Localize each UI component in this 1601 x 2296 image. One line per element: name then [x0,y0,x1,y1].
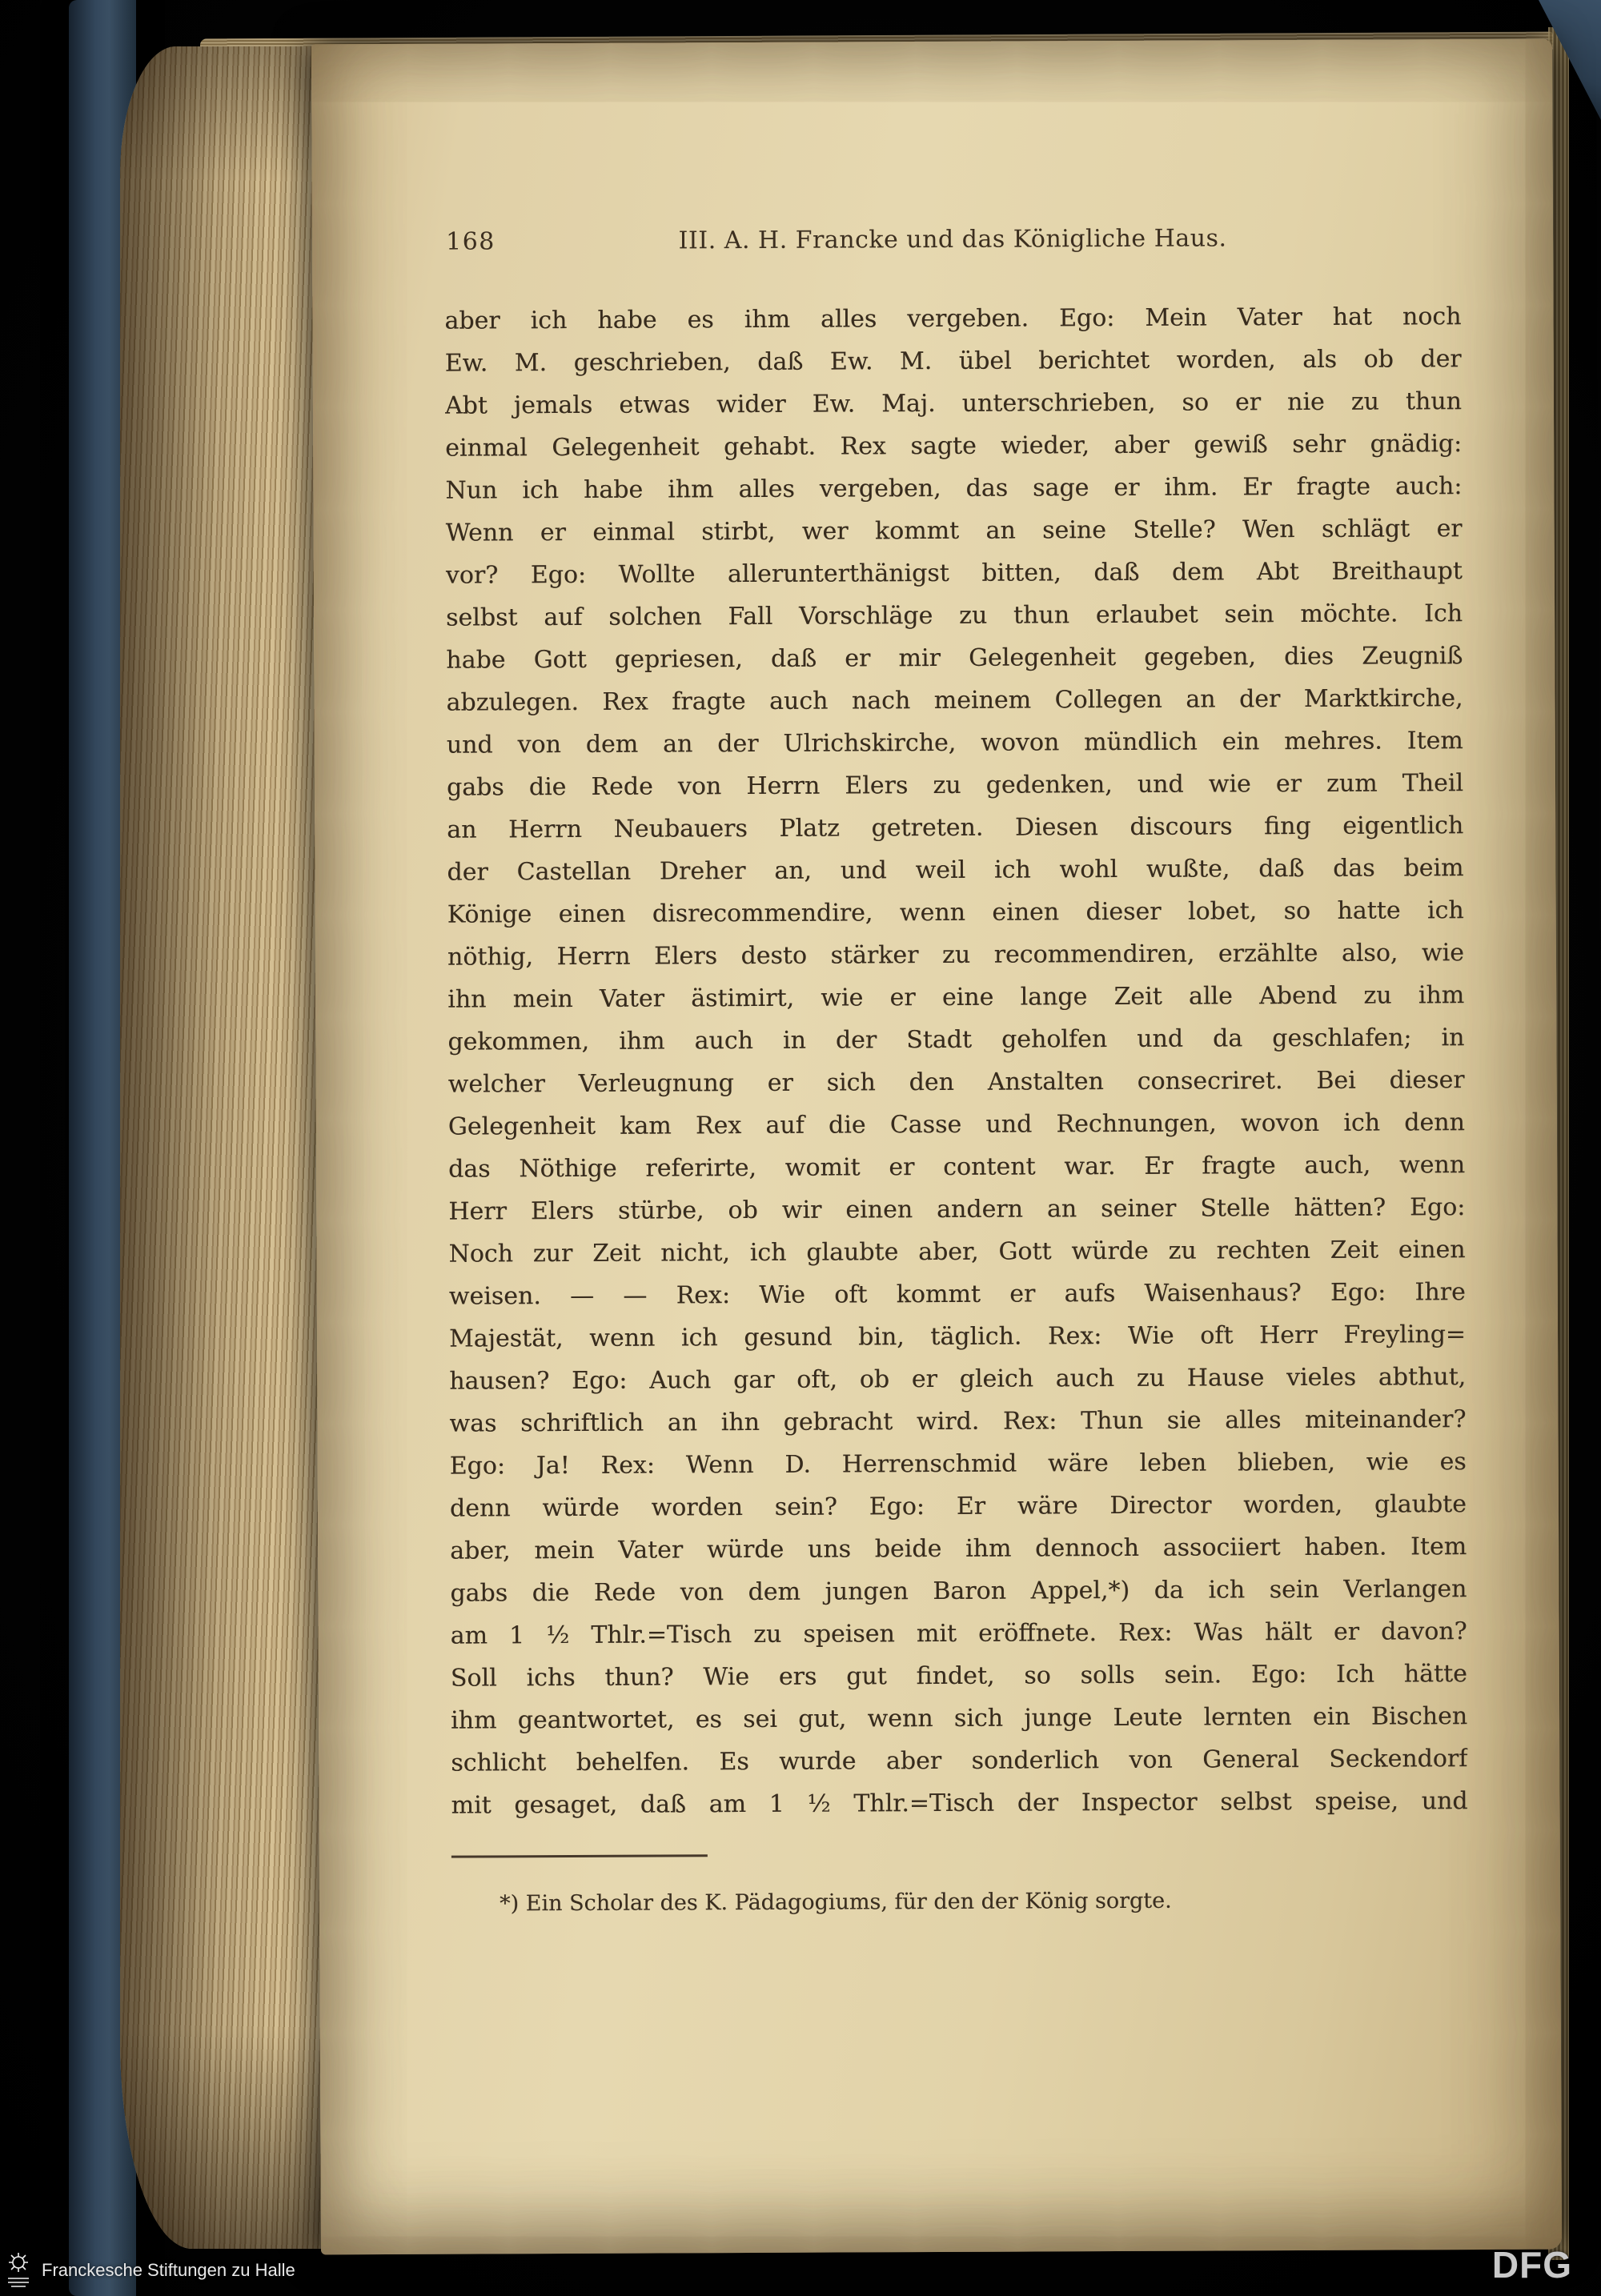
text-line: und von dem an der Ulrichskirche, wovon mündlich ein mehres. Item [446,727,1463,759]
page-number: 168 [445,227,496,256]
text-line: aber, mein Vater würde uns beide ihm dennoch associiert haben. Item [450,1533,1467,1565]
dfg-logo-text: DFG [1491,2244,1572,2286]
body-text [444,295,1467,1827]
text-line: schlicht behelfen. Es wurde aber sonderlich von General Seckendorf [451,1745,1468,1777]
footnote: *) Ein Scholar des K. Pädagogiums, für den der König sorgte. [500,1888,1172,1917]
text-line: Abt jemals etwas wider Ew. Maj. unterschrieben, so er nie zu thun [444,387,1463,420]
archive-watermark-label: Franckesche Stiftungen zu Halle [42,2260,295,2280]
text-line: ihm geantwortet, es sei gut, wenn sich junge Leute lernten ein Bischen [451,1702,1468,1735]
text-line: was schriftlich an ihn gebracht wird. Rex: Thun sie alles miteinander? [449,1405,1467,1438]
text-line: Wenn er einmal stirbt, wer kommt an seine Stelle? Wen schlägt er [445,515,1463,547]
text-line: gekommen, ihm auch in der Stadt geholfen und da geschlafen; in [447,1024,1465,1056]
footnote-rule [451,1854,708,1857]
franckesche-stiftungen-logo-icon [5,2251,32,2290]
text-line: Herr Elers stürbe, ob wir einen andern an seiner Stelle hätten? Ego: [448,1193,1466,1226]
text-line: denn würde worden sein? Ego: Er wäre Director worden, glaubte [449,1490,1467,1523]
text-line: Nun ich habe ihm alles vergeben, das sage er ihm. Er fragte auch: [445,472,1463,505]
text-line: mit gesaget, daß am 1 ½ Thlr.=Tisch der Inspector selbst speise, und [451,1787,1468,1820]
text-line: welcher Verleugnung er sich den Anstalten consecriret. Bei dieser [447,1066,1465,1099]
text-line: Könige einen disrecommendire, wenn einen dieser lobet, so hatte ich [447,896,1464,929]
text-line: ihn mein Vater ästimirt, wie er eine lange Zeit alle Abend zu ihm [447,981,1465,1014]
text-line: Noch zur Zeit nicht, ich glaubte aber, Gott würde zu rechten Zeit einen [448,1236,1466,1268]
text-line: Gelegenheit kam Rex auf die Casse und Rechnungen, wovon ich denn [447,1108,1465,1141]
text-line: der Castellan Dreher an, und weil ich wohl wußte, daß das beim [447,854,1464,887]
page-stack-left-edge [120,46,336,2249]
book-page [311,39,1562,2255]
text-line: habe Gott gepriesen, daß er mir Gelegenheit gegeben, dies Zeugniß [446,642,1463,675]
page-content [444,223,1468,1917]
text-line: vor? Ego: Wollte allerunterthänigst bitten, daß dem Abt Breithaupt [445,557,1463,590]
text-line: Soll ichs thun? Wie ers gut findet, so solls sein. Ego: Ich hätte [450,1660,1467,1693]
text-line: Ego: Ja! Rex: Wenn D. Herrenschmid wäre leben blieben, wie es [449,1448,1467,1481]
text-line: selbst auf solchen Fall Vorschläge zu thun erlaubet sein möchte. Ich [446,599,1463,632]
text-line: nöthig, Herrn Elers desto stärker zu recommendiren, erzählte also, wie [447,939,1465,972]
archive-watermark [5,2251,295,2290]
text-line: das Nöthige referirte, womit er content war. Er fragte auch, wenn [448,1151,1466,1184]
text-line: gabs die Rede von Herrn Elers zu gedenken, und wie er zum Theil [446,769,1464,802]
text-line: Ew. M. geschrieben, daß Ew. M. übel berichtet worden, als ob der [444,345,1462,378]
page-header [444,223,1461,262]
text-line: gabs die Rede von dem jungen Baron Appel,*) da ich sein Verlangen [450,1575,1467,1608]
dfg-logo [1492,2243,1572,2286]
text-line: an Herrn Neubauers Platz getreten. Diesen discours fing eigentlich [447,811,1464,844]
text-line: abzulegen. Rex fragte auch nach meinem Collegen an der Marktkirche, [446,684,1463,717]
text-line: Majestät, wenn ich gesund bin, täglich. Rex: Wie oft Herr Freyling= [448,1320,1467,1353]
text-line: einmal Gelegenheit gehabt. Rex sagte wieder, aber gewiß sehr gnädig: [445,430,1463,463]
text-line: aber ich habe es ihm alles vergeben. Ego: Mein Vater hat noch [444,303,1462,335]
text-line: hausen? Ego: Auch gar oft, ob er gleich auch zu Hause vieles abthut, [449,1363,1467,1396]
text-line: weisen. — — Rex: Wie oft kommt er aufs Waisenhaus? Ego: Ihre [448,1278,1466,1311]
running-header: III. A. H. Francke und das Königliche Haus. [678,224,1227,255]
text-line: am 1 ½ Thlr.=Tisch zu speisen mit eröffnete. Rex: Was hält er davon? [450,1617,1467,1650]
